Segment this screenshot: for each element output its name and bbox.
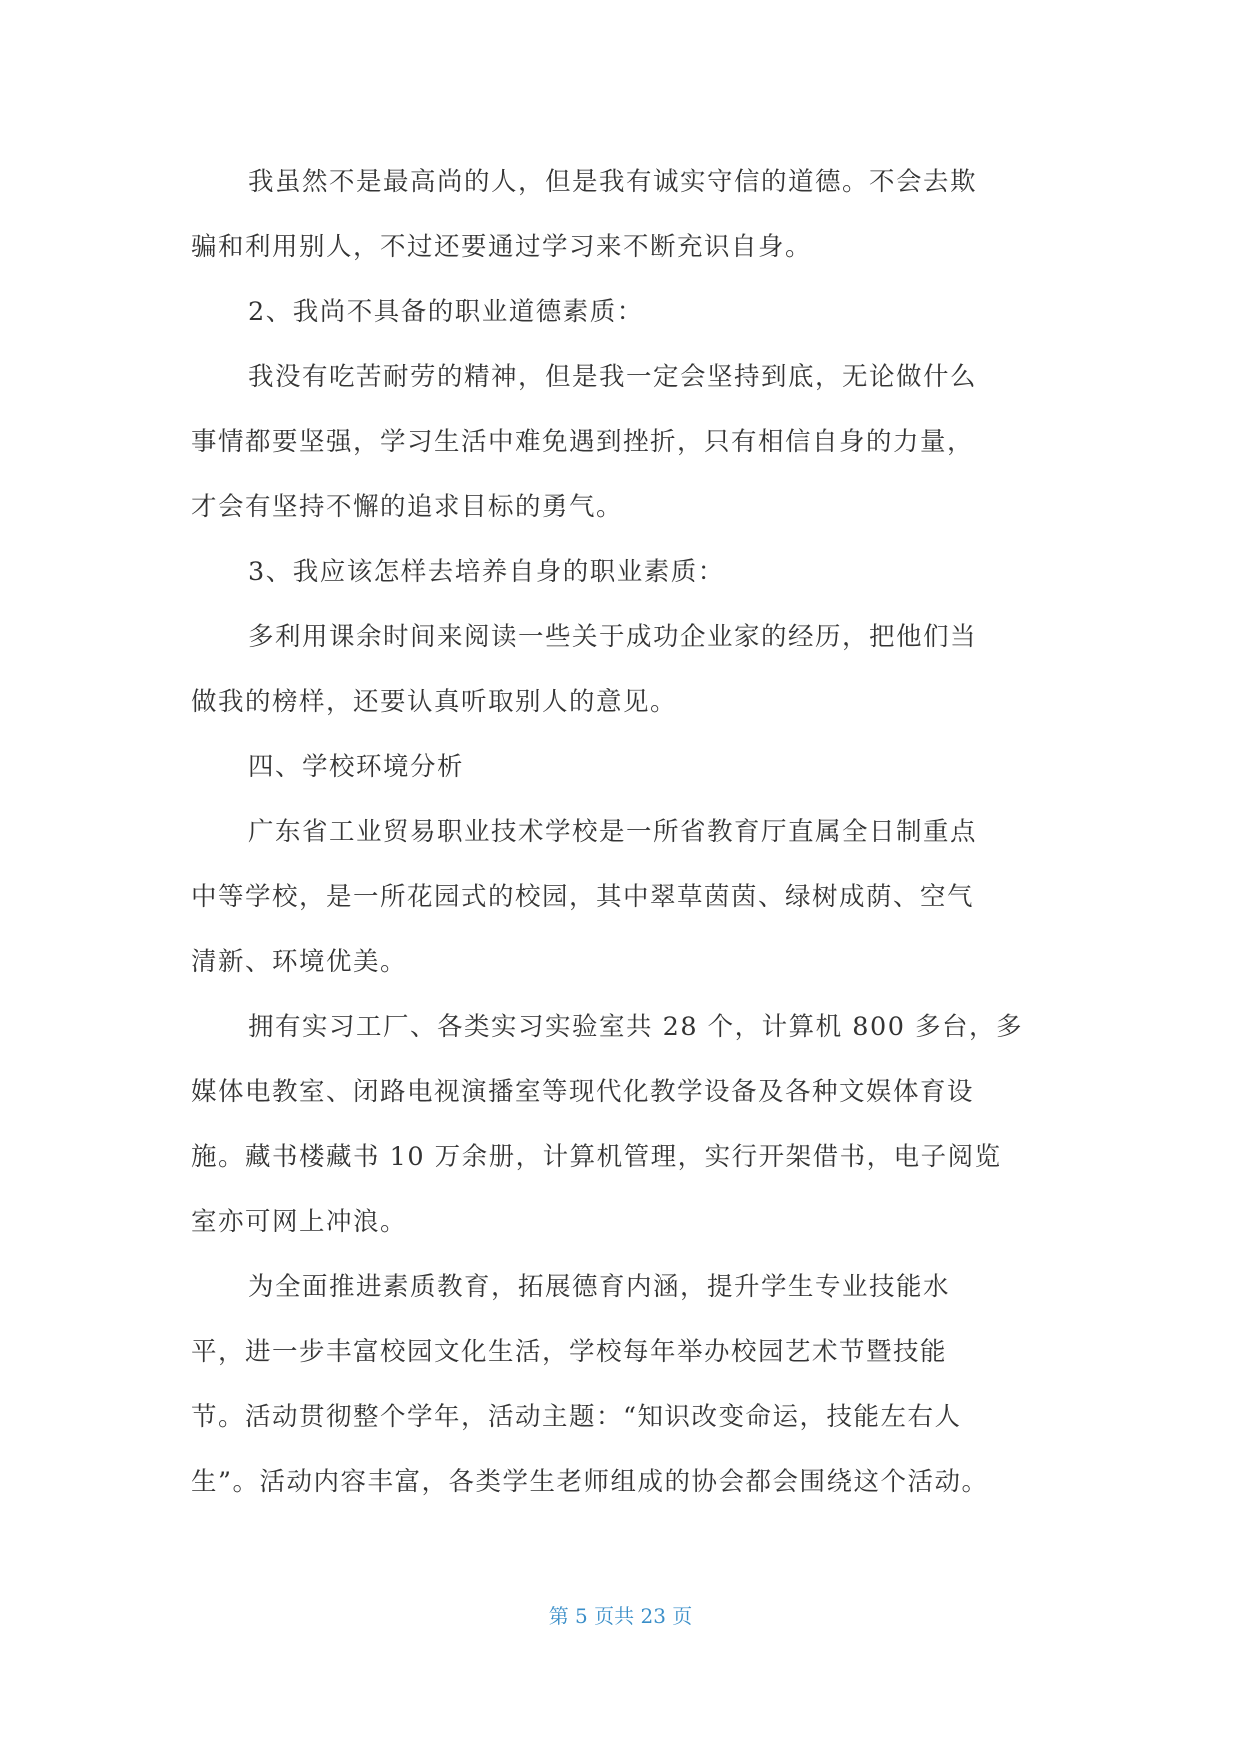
text-line: 骗和利用别人，不过还要通过学习来不断充识自身。 (191, 232, 813, 262)
text-line: 事情都要坚强，学习生活中难免遇到挫折，只有相信自身的力量， (191, 427, 975, 457)
section-heading: 四、学校环境分析 (248, 752, 465, 782)
text-line: 拥有实习工厂、各类实习实验室共 28 个，计算机 800 多台，多 (248, 1012, 1024, 1042)
section-heading: 2、我尚不具备的职业道德素质： (248, 297, 644, 327)
text-line: 节。活动贯彻整个学年，活动主题：“知识改变命运，技能左右人 (191, 1402, 962, 1432)
text-line: 为全面推进素质教育，拓展德育内涵，提升学生专业技能水 (248, 1272, 951, 1302)
text-line: 室亦可网上冲浪。 (191, 1207, 408, 1237)
body-text (191, 160, 1051, 1525)
text-line: 施。藏书楼藏书 10 万余册，计算机管理，实行开架借书，电子阅览 (191, 1142, 1002, 1172)
text-line: 清新、环境优美。 (191, 947, 408, 977)
text-line: 做我的榜样，还要认真听取别人的意见。 (191, 687, 678, 717)
section-heading: 3、我应该怎样去培养自身的职业素质： (248, 557, 725, 587)
text-line: 广东省工业贸易职业技术学校是一所省教育厅直属全日制重点 (248, 817, 978, 847)
text-line: 平，进一步丰富校园文化生活，学校每年举办校园艺术节暨技能 (191, 1337, 948, 1367)
text-line: 我没有吃苦耐劳的精神，但是我一定会坚持到底，无论做什么 (248, 362, 978, 392)
page-number-footer: 第 5 页共 23 页 (548, 1604, 693, 1628)
text-line: 我虽然不是最高尚的人，但是我有诚实守信的道德。不会去欺 (248, 167, 978, 197)
text-line: 中等学校，是一所花园式的校园，其中翠草茵茵、绿树成荫、空气 (191, 882, 975, 912)
text-line: 生”。活动内容丰富，各类学生老师组成的协会都会围绕这个活动。 (191, 1467, 989, 1497)
text-line: 多利用课余时间来阅读一些关于成功企业家的经历，把他们当 (248, 622, 978, 652)
text-line: 才会有坚持不懈的追求目标的勇气。 (191, 492, 624, 522)
text-line: 媒体电教室、闭路电视演播室等现代化教学设备及各种文娱体育设 (191, 1077, 975, 1107)
